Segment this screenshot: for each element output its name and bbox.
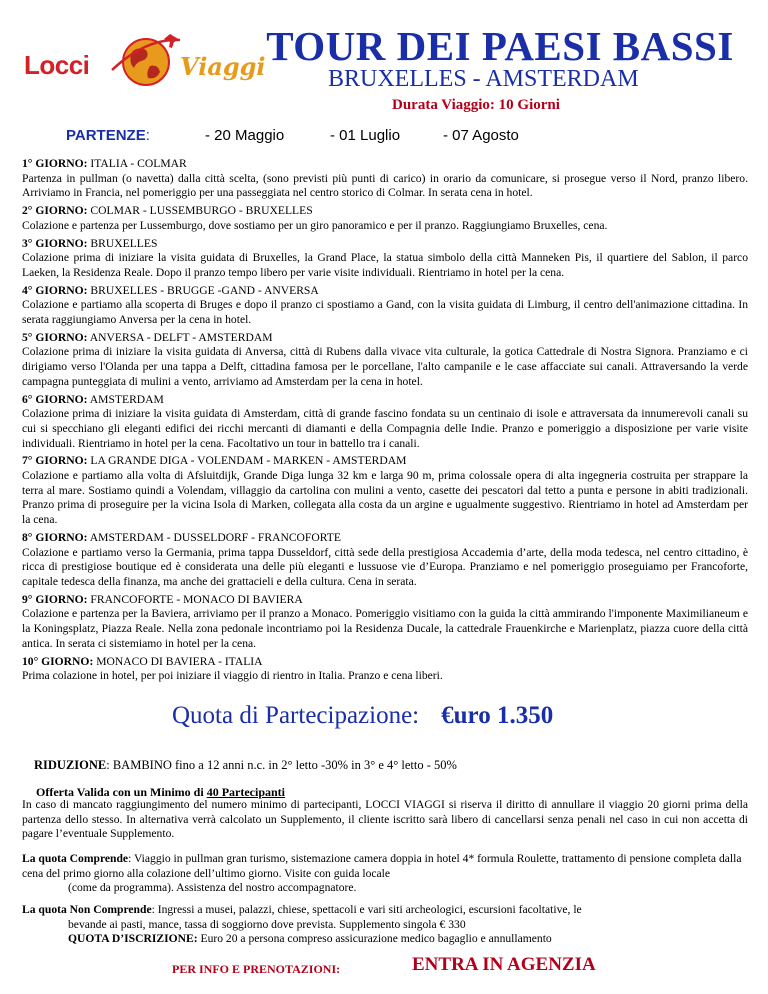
included-text: : Viaggio in pullman gran turismo, sistemazione camera doppia in hotel 4* formula Roulette, trattamento di pensione completa dalla cena del primo giorno alla colazione dell’ultimo giorno. Visite con guida locale	[22, 852, 742, 880]
day-number: 7° GIORNO:	[22, 454, 88, 468]
itinerary-day	[22, 331, 748, 390]
day-description: Colazione e partiamo verso la Germania, prima tappa Dusseldorf, città sede della prestigiosa Accademia d’arte, della moda tedesca, nel centro cittadino, è ricca di prestigiose boutique ed è considerata una delle più eleganti e lussuose vie d’Europa. Pranziamo e nel pomeriggio proseguiamo per Francoforte, capitale tedesca della finanza, ma anche dei grattacieli e della cultura. Cena in serata.	[22, 545, 748, 588]
day-description: Colazione prima di iniziare la visita guidata di Anversa, città di Rubens dalla vivace vita culturale, la gotica Cattedrale di Nostra Signora. Pranziamo e ci dirigiamo verso l'Olanda per una tappa a Delft, cittadina famosa per le porcellane, l'alto campanile e le case affacciate sui canali. Attraversando la verde campagna punteggiata di mulini a vento, arriviamo ad Amsterdam per la cena in hotel.	[22, 345, 748, 388]
day-description: Colazione e partiamo alla scoperta di Bruges e dopo il pranzo ci spostiamo a Gand, con la visita guidata di Limburg, il centro dell'animazione cittadina. In serata raggiungiamo Anversa per la cena in hotel.	[22, 298, 748, 327]
day-route: BRUXELLES - BRUGGE -GAND - ANVERSA	[87, 283, 319, 297]
day-number: 1° GIORNO:	[22, 157, 88, 170]
discount-text: : BAMBINO fino a 12 anni n.c. in 2° letto -30% in 3° e 4° letto - 50%	[106, 758, 457, 772]
trip-duration: Durata Viaggio: 10 Giorni	[392, 97, 560, 113]
day-route: COLMAR - LUSSEMBURGO - BRUXELLES	[87, 204, 313, 218]
day-description: Colazione prima di iniziare la visita guidata di Bruxelles, la Grand Place, la statua simbolo della città Manneken Pis, il quartiere del Sablon, il parco Laeken, la Residenza Reale. Dopo il pranzo tempo libero per varie visite individuali. Rientriamo in hotel per la cena.	[22, 251, 748, 279]
day-number: 9° GIORNO:	[22, 592, 88, 606]
itinerary-day	[22, 284, 748, 328]
itinerary-day	[22, 655, 748, 684]
day-description: Partenza in pullman (o navetta) dalla città scelta, (sono previsti più punti di carico) in orario da comunicare, si prosegue verso il Nord, pranzo libero. Arriviamo in Francia, nel pomeriggio per una passeggiata nel centro storico di Colmar. In serata cena in hotel.	[22, 171, 748, 200]
departures-label: PARTENZE:	[66, 127, 150, 144]
day-number: 2° GIORNO:	[22, 204, 88, 218]
day-route: ITALIA - COLMAR	[87, 157, 187, 170]
departure-date: - 01 Luglio	[330, 127, 401, 144]
day-route: LA GRANDE DIGA - VOLENDAM - MARKEN - AMSTERDAM	[87, 454, 407, 468]
itinerary-day	[22, 454, 748, 528]
page-title: TOUR DEI PAESI BASSI	[266, 23, 734, 69]
itinerary-day	[22, 531, 748, 590]
not-included-section	[22, 903, 748, 947]
day-number: 6° GIORNO:	[22, 392, 88, 406]
day-description: Colazione prima di iniziare la visita guidata di Amsterdam, città di grande fascino fondata su un centinaio di isole e attraversata da innumerevoli canali su cui si specchiano gli eleganti edifici dei ricchi mercanti di diamanti e della Compagnia delle Indie. Pranzo e pomeriggio a disposizione per varie visite individuali. Rientriamo in hotel per la cena. Facoltativo un tour in battello tra i canali.	[22, 407, 748, 450]
not-included-text: : Ingressi a musei, palazzi, chiese, spettacoli e vari siti archeologici, escursioni facoltative, le	[151, 903, 582, 916]
page-subtitle: BRUXELLES - AMSTERDAM	[328, 66, 639, 92]
departures-row	[0, 127, 768, 147]
globe-plane-icon	[106, 30, 186, 88]
day-route: FRANCOFORTE - MONACO DI BAVIERA	[87, 592, 303, 606]
day-description: Colazione e partiamo alla volta di Afsluitdijk, Grande Diga lunga 32 km e larga 90 m, prima colossale opera di alta ingegneria costruita per strappare la terra al mare. Sostiamo quindi a Volendam, villaggio da cartolina con mulini a vento, casette dei pescatori dal tetto a punta e persone in abiti tradizionali. Pranzo prima di proseguire per la vicina Isola di Marken, collegata alla costa da un argine e ugualmente suggestivo. Rientriamo in hotel ad Amsterdam per la cena.	[22, 469, 748, 527]
itinerary-day	[22, 593, 748, 652]
day-number: 10° GIORNO:	[22, 654, 94, 668]
departure-date: - 07 Agosto	[443, 127, 519, 144]
info-contact-label: PER INFO E PRENOTAZIONI:	[172, 962, 341, 976]
price-block	[172, 702, 553, 730]
day-number: 5° GIORNO:	[22, 330, 88, 344]
minimum-participants-text: In caso di mancato raggiungimento del numero minimo di partecipanti, LOCCI VIAGGI si riserva il diritto di annullare il viaggio 20 giorni prima della partenza dello stesso. In alternativa verrà calcolato un Supplemento, il cliente iscritto sarà libero di cancellarsi senza penali nel caso in cui non accetta di pagare l’eventuale Supplemento.	[22, 798, 748, 841]
day-number: 4° GIORNO:	[22, 283, 88, 297]
not-included-label: La quota Non Comprende	[22, 903, 152, 916]
minimum-participants-heading: Offerta Valida con un Minimo di 40 Partecipanti	[36, 785, 286, 799]
day-description: Colazione e partenza per la Baviera, arriviamo per il pranzo a Monaco. Pomeriggio visitiamo con la guida la città ammirando l'imponente Maximilianeum e la Koningsplatz, Piazza Reale. Nella zona pedonale incontriamo poi la Residenza Ducale, la cattedrale Frauenkirche e Marienplatz, piazza cuore della città antica. In serata ci sistemiamo in hotel per la cena.	[22, 607, 748, 650]
itinerary-day	[22, 204, 748, 233]
day-route: AMSTERDAM	[87, 392, 164, 406]
included-label: La quota Comprende	[22, 852, 129, 865]
logo-viaggi-text: Viaggi	[180, 52, 266, 81]
price-label: Quota di Partecipazione:	[172, 702, 420, 729]
itinerary-day	[22, 393, 748, 452]
discount-label: RIDUZIONE	[34, 758, 107, 772]
itinerary-day	[22, 157, 748, 201]
registration-fee-label: QUOTA D’ISCRIZIONE:	[68, 932, 198, 946]
registration-fee	[22, 932, 748, 947]
day-route: ANVERSA - DELFT - AMSTERDAM	[87, 330, 273, 344]
day-route: MONACO DI BAVIERA - ITALIA	[93, 654, 263, 668]
discount-line	[34, 758, 457, 773]
minimum-participants-count: 40 Partecipanti	[206, 785, 286, 799]
itinerary	[22, 157, 748, 687]
included-section	[22, 852, 748, 896]
price-value: €uro 1.350	[441, 702, 554, 729]
day-route: AMSTERDAM - DUSSELDORF - FRANCOFORTE	[87, 530, 341, 544]
day-description: Colazione e partenza per Lussemburgo, dove sostiamo per un giro panoramico e per il pranzo. Raggiungiamo Bruxelles, cena.	[22, 218, 608, 232]
registration-fee-text: Euro 20 a persona compreso assicurazione medico bagaglio e annullamento	[197, 932, 552, 946]
not-included-text-cont: bevande ai pasti, mance, tassa di soggiorno dove prevista. Supplemento singola € 330	[68, 917, 466, 931]
day-description: Prima colazione in hotel, per poi iniziare il viaggio di rientro in Italia. Pranzo e cena liberi.	[22, 669, 443, 683]
day-route: BRUXELLES	[87, 236, 158, 250]
day-number: 8° GIORNO:	[22, 530, 88, 544]
itinerary-day	[22, 237, 748, 281]
departure-date: - 20 Maggio	[205, 127, 285, 144]
logo-locci-text: Locci	[24, 50, 90, 80]
agency-cta: ENTRA IN AGENZIA	[412, 954, 596, 975]
locci-viaggi-logo	[20, 28, 266, 88]
included-text-cont: (come da programma). Assistenza del nostro accompagnatore.	[68, 881, 357, 895]
day-number: 3° GIORNO:	[22, 236, 88, 250]
